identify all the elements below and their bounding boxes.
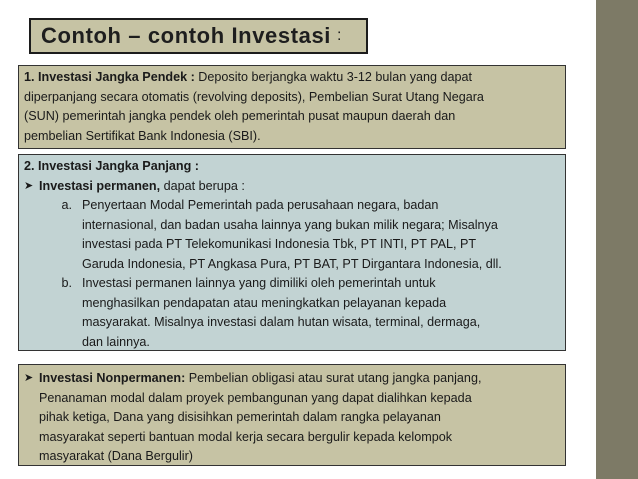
box2-item-a-line: internasional, dan badan usaha lainnya yang bukan milik negara; Misalnya (82, 217, 498, 232)
box1-line-4: pembelian Sertifikat Bank Indonesia (SBI). (24, 128, 261, 143)
box2-bullet (24, 177, 560, 197)
box2-item-b-line: dan lainnya. (82, 334, 150, 349)
box2-item-b-label: b. (61, 276, 72, 290)
slide-title-colon: : (337, 27, 343, 44)
arrowhead-bullet-icon: ➤ (24, 179, 34, 192)
slide-title-text: Contoh – contoh Investasi (41, 23, 332, 48)
box2-item-a-line: Garuda Indonesia, PT Angkasa Pura, PT BAT, PT Dirgantara Indonesia, dll. (82, 256, 502, 271)
box2-item-b (24, 274, 560, 352)
box2-item-b-line: Investasi permanen lainnya yang dimiliki oleh pemerintah untuk (82, 276, 436, 290)
box2-item-a-line: Penyertaan Modal Pemerintah pada perusahaan negara, badan (82, 198, 439, 212)
box2-item-a (24, 196, 560, 274)
box2-heading: 2. Investasi Jangka Panjang : (24, 159, 199, 173)
box2-item-b-line: menghasilkan pendapatan atau meningkatkan pelayanan kepada (82, 295, 447, 310)
box3-line: masyarakat (Dana Bergulir) (39, 449, 193, 463)
box2-bullet-rest: dapat berupa : (160, 178, 245, 193)
arrowhead-bullet-icon: ➤ (24, 372, 34, 384)
short-term-investment-box (18, 65, 566, 149)
non-permanent-investment-box (18, 364, 566, 466)
box1-line-1 (24, 68, 560, 88)
box1-heading: 1. Investasi Jangka Pendek : (24, 70, 195, 84)
box1-line-1-text: Deposito berjangka waktu 3-12 bulan yang dapat (194, 70, 473, 84)
box3-line: Penanaman modal dalam proyek pembangunan yang dapat dialihkan kepada (39, 390, 472, 405)
box2-item-b-line: masyarakat. Misalnya investasi dalam hutan wisata, terminal, dermaga, (82, 315, 481, 329)
box3-line: pihak ketiga, Dana yang disisihkan pemerintah dalam rangka pelayanan (39, 410, 441, 424)
box1-line-3: (SUN) pemerintah jangka pendek oleh pemerintah pusat maupun daerah dan (24, 109, 456, 123)
box2-item-a-line: investasi pada PT Telekomunikasi Indonesia Tbk, PT INTI, PT PAL, PT (82, 237, 477, 251)
long-term-investment-box (18, 154, 566, 351)
decorative-side-bar (596, 0, 638, 479)
box3-bullet (24, 369, 560, 389)
box3-first-line-rest: Pembelian obligasi atau surat utang jangka panjang, (185, 371, 482, 385)
box2-item-a-label: a. (61, 198, 72, 212)
box3-line: masyarakat seperti bantuan modal kerja secara bergulir kepada kelompok (39, 429, 453, 444)
box3-bullet-bold: Investasi Nonpermanen: (39, 371, 186, 385)
box1-line-2: diperpanjang secara otomatis (revolving deposits), Pembelian Surat Utang Negara (24, 89, 484, 104)
box2-bullet-bold: Investasi permanen, (39, 178, 161, 193)
slide-title (29, 18, 368, 54)
